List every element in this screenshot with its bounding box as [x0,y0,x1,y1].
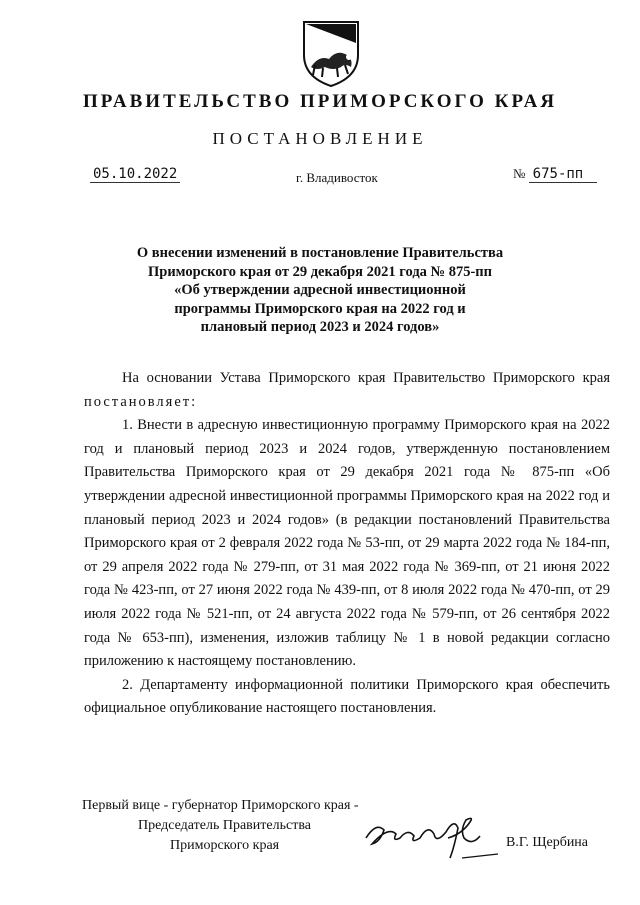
signatory-name: В.Г. Щербина [506,835,589,850]
title-line: плановый период 2023 и 2024 годов» [200,319,440,335]
title-line: Приморского края от 29 декабря 2021 года № 875-пп [147,263,493,280]
document-number-field [513,166,597,183]
intro-text: На основании Устава Приморского края Правительство Приморского края [122,370,610,386]
document-body [84,367,610,721]
title-line: О внесении изменений в постановление Правительства [136,245,504,261]
signatory-line: Приморского края [170,838,280,853]
government-name: ПРАВИТЕЛЬСТВО ПРИМОРСКОГО КРАЯ [82,91,558,112]
document-number: 675-пп [529,166,597,183]
item-1-paragraph: 1. Внести в адресную инвестиционную программу Приморского края на 2022 год и плановый период 2023 и 2024 годов, утвержденную постановлением Правительства Приморского края от 29 декабря 2021 года № 875-пп «Об утверждении адресной инвестиционной программы Приморского края на 2022 год и плановый период 2023 и 2024 годов» (в редакции постановлений Правительства Приморского края от 2 февраля 2022 года № 53-пп, от 29 марта 2022 года № 184-пп, от 29 апреля 2022 года № 279-пп, от 31 мая 2022 года № 369-пп, от 21 июня 2022 года № 423-пп, от 27 июня 2022 года № 439-пп, от 8 июля 2022 года № 470-пп, от 29 июля 2022 года № 521-пп, от 24 августа 2022 года № 579-пп, от 26 сентября 2022 года № 653-пп), изменения, изложив таблицу № 1 в новой редакции согласно приложению к настоящему постановлению. [84,417,610,670]
signatory-line: Председатель Правительства [138,818,311,833]
signatory-line: Первый вице - губернатор Приморского края - [82,798,359,813]
document-title [120,244,520,337]
title-line: программы Приморского края на 2022 год и [174,300,466,317]
decree-keyword: постановляет: [84,393,198,410]
coat-of-arms-icon [301,19,361,89]
handwritten-signature [362,808,502,864]
number-sign: № [513,166,526,181]
document-type: ПОСТАНОВЛЕНИЕ [212,129,428,148]
item-2-paragraph: 2. Департаменту информационной политики Приморского края обеспечить официальное опубликование настоящего постановления. [84,676,610,717]
intro-paragraph [84,367,610,414]
document-date: 05.10.2022 [90,166,180,183]
title-line: «Об утверждении адресной инвестиционной [174,282,466,298]
signatory-position [82,796,359,856]
document-city: г. Владивосток [296,170,378,185]
